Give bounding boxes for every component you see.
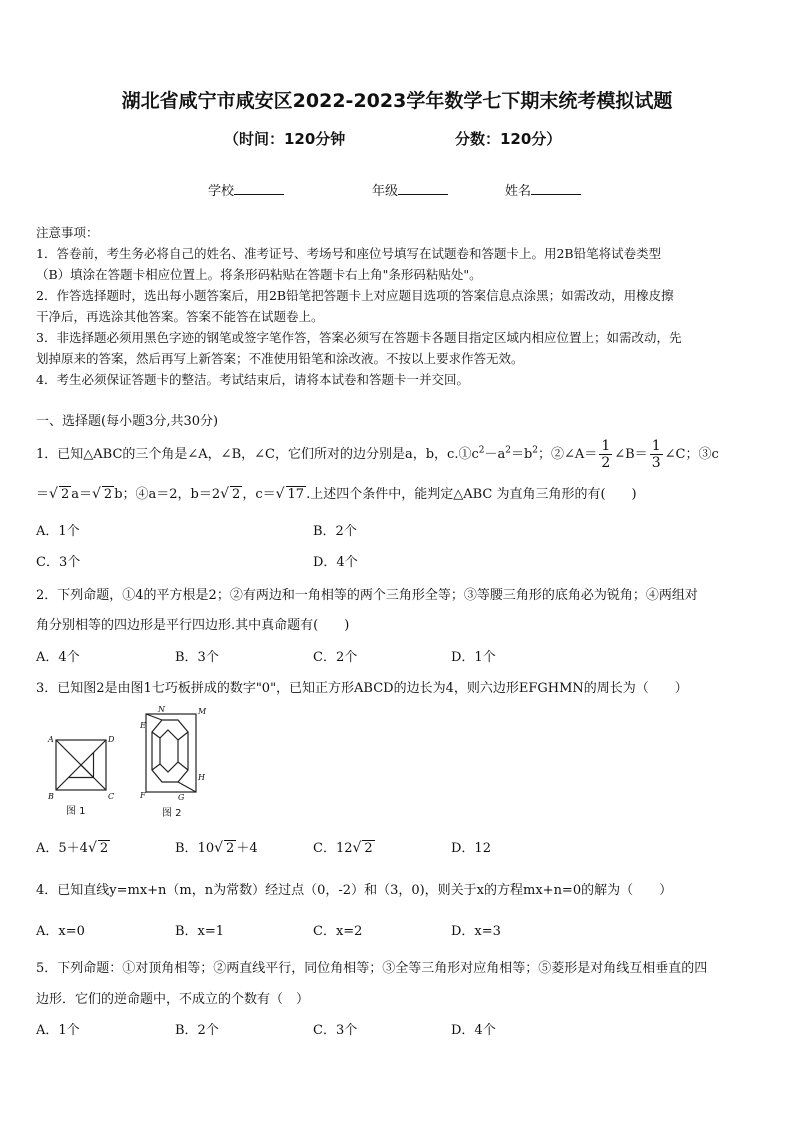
option-b: B．3个 <box>175 650 219 665</box>
option-c: C．3个 <box>313 1023 358 1038</box>
option-letter: A． <box>36 841 59 856</box>
option-value: 5＋4 <box>58 841 88 856</box>
notes-line: 3．非选择题必须用黑色字迹的钢笔或签字笔作答，答案必须写在答题卡各题目指定区域内相应位置上；如需改动，先 <box>36 330 682 345</box>
numerator: 1 <box>651 438 661 454</box>
notes-line: 1．答卷前，考生务必将自己的姓名、准考证号、考场号和座位号填写在试题卷和答题卡上。用2B铅笔将试卷类型 <box>36 246 662 261</box>
q1-text: .上述四个条件中，能判定△ABC 为直角三角形的有( ) <box>306 487 637 502</box>
option-b: B．2个 <box>313 524 357 539</box>
label-f: F <box>140 791 146 800</box>
radicand: 2 <box>60 487 70 502</box>
q1-text: ∠B＝ <box>614 447 648 462</box>
option-d: D．4个 <box>313 555 358 570</box>
label-d: D <box>108 735 115 744</box>
option-c <box>313 837 375 856</box>
option-b: B．x=1 <box>175 924 225 939</box>
option-d: D．1个 <box>451 650 496 665</box>
option-letter: C． <box>313 841 336 856</box>
q1-text: ＝b <box>510 447 533 462</box>
sqrt-icon: √ <box>49 486 58 502</box>
time-info: （时间：120分钟 <box>224 130 346 148</box>
option-d: D．12 <box>451 841 491 856</box>
exponent: 2 <box>478 445 485 456</box>
notes-heading: 注意事项： <box>36 225 99 240</box>
q1-text: b；④a＝2，b＝2 <box>114 487 221 502</box>
option-a: A．1个 <box>36 524 80 539</box>
section-heading: 一、选择题(每小题3分,共30分) <box>36 414 219 429</box>
name-label: 姓名 <box>505 184 532 199</box>
radicand: 2 <box>226 841 235 856</box>
option-value: ＋4 <box>236 841 258 856</box>
notes-line: 干净后，再选涂其他答案。答案不能答在试题卷上。 <box>36 309 324 324</box>
label-n: N <box>158 705 165 714</box>
label-b: B <box>48 792 54 801</box>
fraction-third <box>650 438 663 471</box>
notes-line: 4．考生必须保证答题卡的整洁。考试结束后，请将本试卷和答题卡一并交回。 <box>36 372 469 387</box>
sqrt-icon: √ <box>91 486 101 502</box>
label-h: H <box>198 773 205 782</box>
fraction-half <box>599 438 612 471</box>
notes-line: （B）填涂在答题卡相应位置上。将条形码粘贴在答题卡右上角"条形码粘贴处"。 <box>36 267 482 282</box>
question-2-line-2: 角分别相等的四边形是平行四边形.其中真命题有( ) <box>36 618 350 633</box>
option-d: D．4个 <box>451 1023 496 1038</box>
school-field <box>208 180 284 199</box>
grade-label: 年级 <box>372 184 399 199</box>
grade-blank <box>398 182 448 195</box>
school-blank <box>234 182 284 195</box>
question-4-line-1: 4．已知直线y=mx+n（m，n为常数）经过点（0，-2）和（3，0)，则关于x的方程mx+n=0的解为（ ） <box>36 883 673 898</box>
q1-text: 1．已知△ABC的三个角是∠A，∠B，∠C，它们所对的边分别是a，b，c.①c <box>36 447 479 462</box>
q1-text: ；②∠A＝ <box>538 447 598 462</box>
score-info: 分数：120分） <box>455 130 562 148</box>
figure-2-digit-zero <box>146 714 196 792</box>
question-1-line-2 <box>36 483 637 502</box>
radicand: 2 <box>99 841 109 856</box>
denominator: 3 <box>651 455 661 471</box>
radicand: 17 <box>287 487 305 502</box>
numerator: 1 <box>601 438 611 454</box>
question-3-line-1: 3．已知图2是由图1七巧板拼成的数字"0"，已知正方形ABCD的边长为4，则六边形EFGHMN的周长为（ ） <box>36 681 688 696</box>
name-blank <box>531 182 581 195</box>
exponent: 2 <box>532 445 539 456</box>
sqrt-icon: √ <box>87 840 97 856</box>
option-c: C．x=2 <box>313 924 363 939</box>
question-5-line-2: 边形．它们的逆命题中，不成立的个数有（ ） <box>36 992 310 1007</box>
exponent: 2 <box>505 445 511 456</box>
q1-text: －a <box>484 447 506 462</box>
option-value: 10 <box>197 841 215 856</box>
name-field <box>505 180 581 199</box>
option-a <box>36 837 110 856</box>
option-letter: B． <box>175 841 198 856</box>
option-c: C．2个 <box>313 650 358 665</box>
question-5-line-1: 5．下列命题：①对顶角相等；②两直线平行，同位角相等；③全等三角形对应角相等；⑤菱形是对角线互相垂直的四 <box>36 961 708 976</box>
q1-text: ，c＝ <box>242 487 276 502</box>
option-a: A．1个 <box>36 1023 80 1038</box>
radicand: 2 <box>103 487 113 502</box>
label-a: A <box>48 735 54 744</box>
school-label: 学校 <box>208 184 235 199</box>
option-b: B．2个 <box>175 1023 219 1038</box>
figure-1-tangram <box>56 740 106 790</box>
option-a: A．x=0 <box>36 924 85 939</box>
label-m: M <box>198 707 207 716</box>
option-c: C．3个 <box>36 555 81 570</box>
radicand: 2 <box>232 487 241 502</box>
label-e: E <box>140 721 146 730</box>
q1-text: ＝ <box>36 487 50 502</box>
figure-2-caption: 图 2 <box>162 808 182 819</box>
grade-field <box>372 180 448 199</box>
figure-1-caption: 图 1 <box>66 806 86 817</box>
option-b <box>175 837 258 856</box>
sqrt-icon: √ <box>220 486 230 502</box>
question-1-line-1 <box>36 438 719 471</box>
sqrt-icon: √ <box>214 840 224 856</box>
q1-text: a＝ <box>71 487 92 502</box>
label-g: G <box>178 793 185 802</box>
sqrt-icon: √ <box>275 486 285 502</box>
q1-text: ∠C；③c <box>664 447 719 462</box>
tangram-figures <box>44 700 224 822</box>
notes-block <box>36 222 758 390</box>
notes-line: 2．作答选择题时，选出每小题答案后，用2B铅笔把答题卡上对应题目选项的答案信息点涂黑；如需改动，用橡皮擦 <box>36 288 674 303</box>
sqrt-icon: √ <box>352 840 362 856</box>
label-c: C <box>108 792 115 801</box>
denominator: 2 <box>601 455 611 471</box>
option-a: A．4个 <box>36 650 80 665</box>
radicand: 2 <box>364 841 373 856</box>
page-title: 湖北省咸宁市咸安区2022-2023学年数学七下期末统考模拟试题 <box>121 90 673 112</box>
option-value: 12 <box>335 841 353 856</box>
option-d: D．x=3 <box>451 924 501 939</box>
question-2-line-1: 2．下列命题，①4的平方根是2；②有两边和一角相等的两个三角形全等；③等腰三角形的底角必为锐角；④两组对 <box>36 588 698 603</box>
notes-line: 划掉原来的答案，然后再写上新答案；不准使用铅笔和涂改液。不按以上要求作答无效。 <box>36 351 524 366</box>
